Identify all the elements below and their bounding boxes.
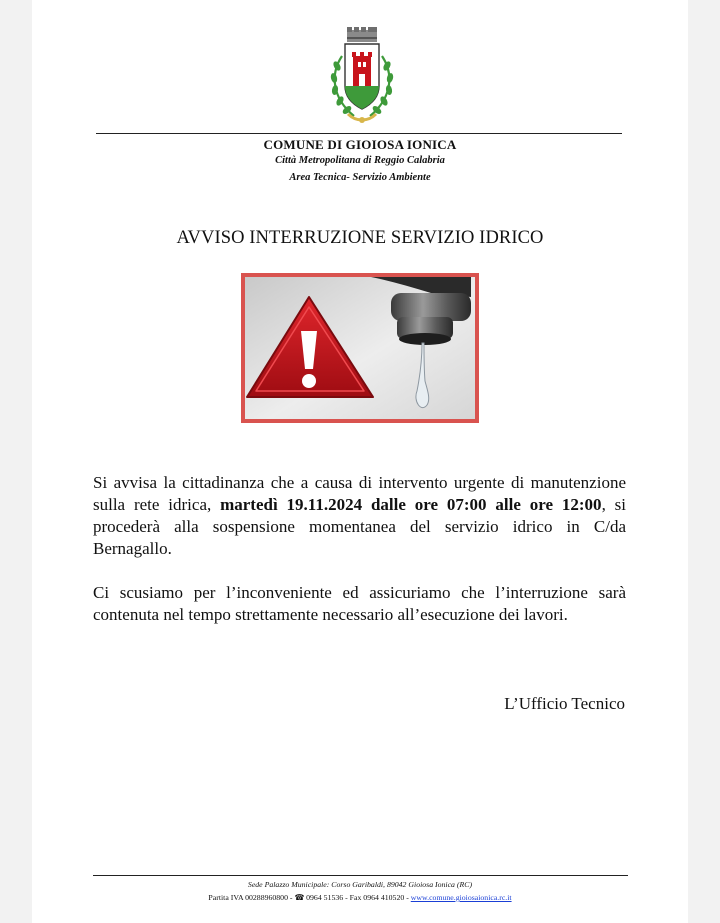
notice-title: AVVISO INTERRUZIONE SERVIZIO IDRICO <box>176 228 544 248</box>
header-divider <box>96 133 622 134</box>
footer-address: Sede Palazzo Municipale: Corso Garibaldi, 89042 Gioiosa Ionica (RC) <box>247 880 473 889</box>
warning-illustration <box>241 273 479 423</box>
notice-date-time: martedì 19.11.2024 dalle ore 07:00 alle ore 12:00 <box>220 495 602 514</box>
comune-name: COMUNE DI GIOIOSA IONICA <box>263 137 457 152</box>
footer-contacts: Partita IVA 00288960800 - ☎ 0964 51536 - Fax 0964 410520 - www.comune.gioiosaionica.rc.it <box>208 893 512 902</box>
website-link[interactable]: www.comune.gioiosaionica.rc.it <box>410 893 512 902</box>
footer-divider <box>93 875 628 876</box>
department-name: Area Tecnica- Servizio Ambiente <box>289 172 431 183</box>
notice-paragraph-1: Si avvisa la cittadinanza che a causa di intervento urgente di manutenzione sulla rete idrica, martedì 19.11.2024 dalle ore 07:00 alle ore 12:00, si procederà alla sospensione momentanea del servizio idrico in C/da Bernagallo. <box>93 473 627 558</box>
notice-paragraph-2: Ci scusiamo per l’inconveniente ed assicuriamo che l’interruzione sarà contenuta nel tempo strettamente necessario all’esecuzione dei lavori. <box>93 583 626 624</box>
metro-city-name: Città Metropolitana di Reggio Calabria <box>275 155 445 166</box>
document-page <box>32 0 688 923</box>
municipal-crest-icon <box>328 26 396 128</box>
signature: L’Ufficio Tecnico <box>504 694 625 713</box>
